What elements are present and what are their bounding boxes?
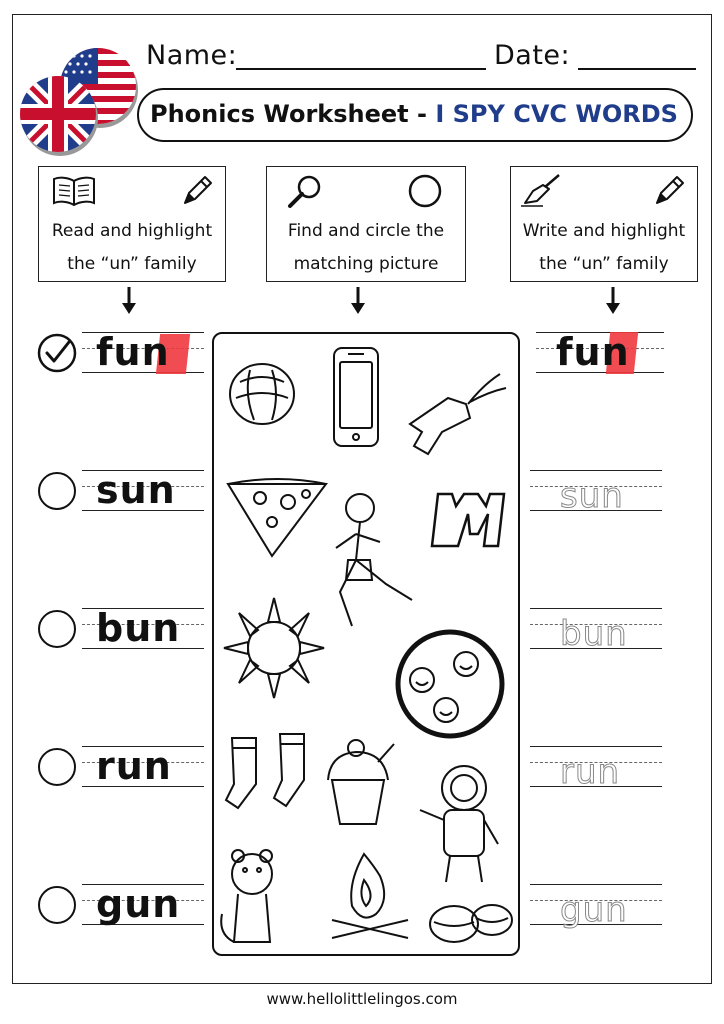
checkmark-circle-icon[interactable] xyxy=(36,332,78,374)
word-gun: gun xyxy=(96,882,181,926)
socks-icon[interactable] xyxy=(226,734,304,808)
pencil-icon xyxy=(649,171,689,211)
word-fun: fun xyxy=(96,330,170,374)
ice-cream-icon[interactable] xyxy=(328,740,394,824)
instruction-box-read xyxy=(38,166,226,282)
word-row-run xyxy=(30,736,210,802)
buttons-icon[interactable] xyxy=(398,632,502,736)
write-row-sun[interactable] xyxy=(528,460,664,526)
bread-icon[interactable] xyxy=(230,364,294,424)
word-sun: sun xyxy=(96,468,176,512)
date-line[interactable] xyxy=(578,68,696,70)
write-row-run[interactable] xyxy=(528,736,664,802)
instruction-line1: Write and highlight xyxy=(522,221,686,241)
instruction-box-write xyxy=(510,166,698,282)
page-title xyxy=(150,100,678,128)
writing-hand-icon xyxy=(519,173,565,209)
word-run: run xyxy=(96,744,172,788)
title-blue: I SPY CVC WORDS xyxy=(435,100,678,128)
name-line[interactable] xyxy=(236,68,486,70)
word-row-bun xyxy=(30,598,210,664)
answer-circle[interactable] xyxy=(38,748,76,786)
book-icon xyxy=(51,175,97,207)
letter-m-icon[interactable] xyxy=(432,494,504,546)
answer-circle[interactable] xyxy=(38,610,76,648)
running-boy-icon[interactable] xyxy=(336,494,412,626)
instruction-line1: Read and highlight xyxy=(51,221,213,241)
arrow-down-icon xyxy=(121,287,137,315)
instruction-line2: matching picture xyxy=(293,254,439,274)
coffee-beans-icon[interactable] xyxy=(430,905,512,942)
picture-grid xyxy=(214,334,518,954)
trace-word-gun: gun xyxy=(560,890,628,930)
instruction-box-find xyxy=(266,166,466,282)
write-row-gun[interactable] xyxy=(528,874,664,940)
answer-circle[interactable] xyxy=(38,886,76,924)
instruction-line2: the “un” family xyxy=(539,254,669,274)
arrow-down-icon xyxy=(605,287,621,315)
flags-logo xyxy=(18,44,138,156)
astronaut-icon[interactable] xyxy=(420,766,498,882)
phone-icon[interactable] xyxy=(334,348,378,446)
arrow-down-icon xyxy=(350,287,366,315)
word-bun: bun xyxy=(96,606,181,650)
magnifier-icon xyxy=(285,173,325,211)
example-word-fun: fun xyxy=(556,330,630,374)
word-row-fun xyxy=(30,322,210,388)
footer-url[interactable]: www.hellolittlelingos.com xyxy=(266,990,458,1008)
trace-word-run: run xyxy=(560,752,621,792)
name-label: Name: xyxy=(146,40,238,71)
sun-icon[interactable] xyxy=(224,598,324,698)
word-row-sun xyxy=(30,460,210,526)
campfire-icon[interactable] xyxy=(332,854,408,938)
write-row-bun[interactable] xyxy=(528,598,664,664)
word-row-gun xyxy=(30,874,210,940)
instruction-line1: Find and circle the xyxy=(287,221,445,241)
trace-word-sun: sun xyxy=(560,476,624,516)
circle-icon xyxy=(407,173,443,209)
answer-circle[interactable] xyxy=(38,472,76,510)
title-black: Phonics Worksheet - xyxy=(150,100,427,128)
instruction-line2: the “un” family xyxy=(67,254,197,274)
trace-word-bun: bun xyxy=(560,614,628,654)
pizza-icon[interactable] xyxy=(228,479,326,556)
water-gun-icon[interactable] xyxy=(410,374,506,454)
date-label: Date: xyxy=(494,40,571,71)
pencil-icon xyxy=(177,171,217,211)
write-row-fun[interactable] xyxy=(528,322,664,388)
tiger-icon[interactable] xyxy=(221,850,272,942)
